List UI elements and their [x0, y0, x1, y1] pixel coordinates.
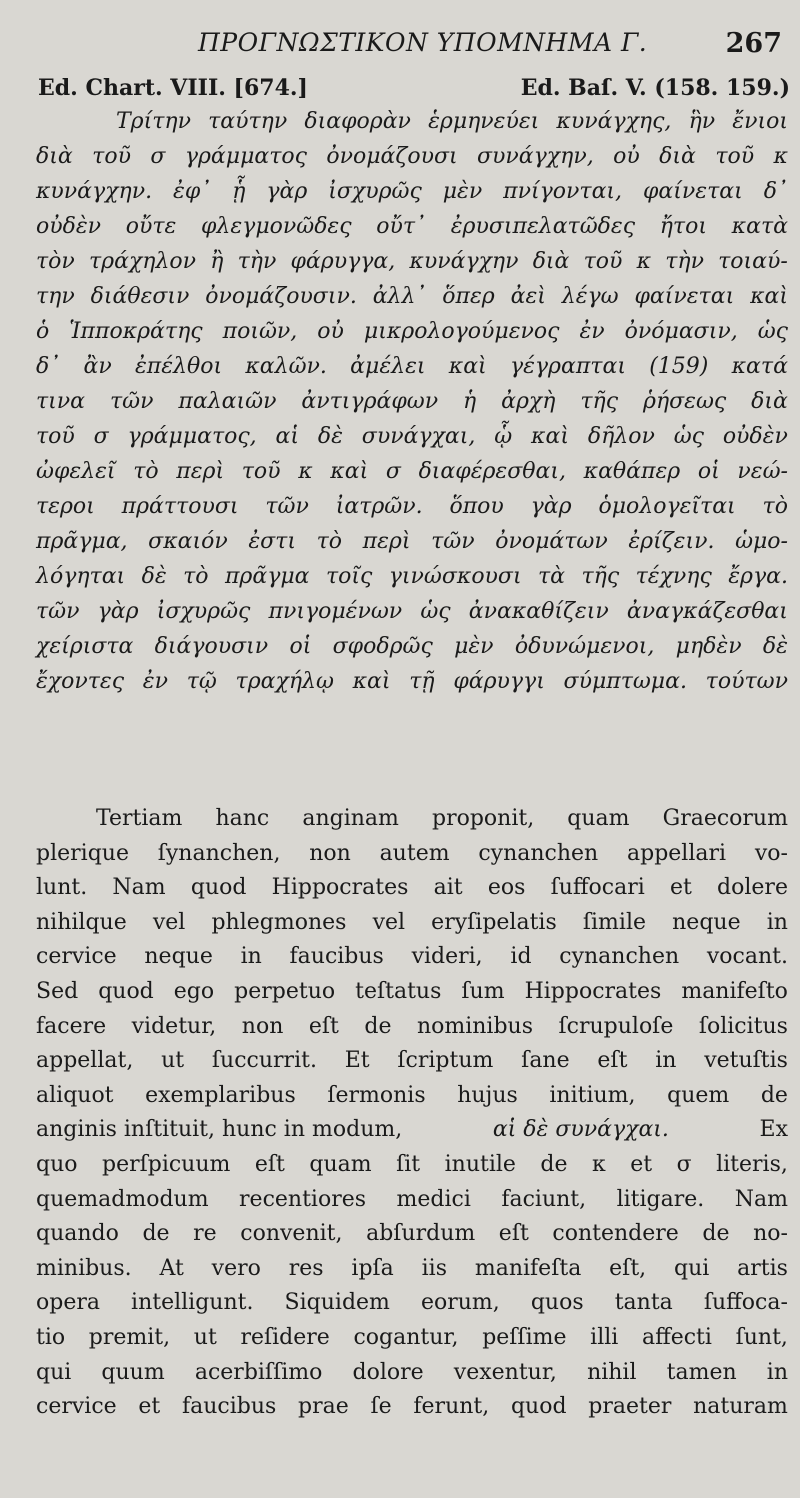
edition-reference-line: [38, 75, 790, 107]
greek-text-line: ἔχοντες ἐν τῷ τραχήλῳ καὶ τῇ φάρυγγι σύμπτωμα. τούτων: [36, 669, 788, 694]
latin-text-line: [36, 1113, 788, 1148]
latin-text-line: aliquot exemplaribus ſermonis hujus initium, quem de: [36, 1082, 788, 1108]
greek-text-line: ὁ Ἱπποκράτης ποιῶν, οὐ μικρολογούμενος ἐν ὀνόμασιν, ὡς: [36, 319, 788, 344]
latin-text-line: qui quum acerbiſſimo dolore vexentur, nihil tamen in: [36, 1359, 788, 1385]
latin-text-line: quo perſpicuum eſt quam ſit inutile de κ et σ literis,: [36, 1151, 788, 1177]
greek-text-line: χείριστα διάγουσιν οἱ σφοδρῶς μὲν ὀδυνώμενοι, μηδὲν δὲ: [36, 634, 788, 659]
greek-quotation: αἱ δὲ συνάγχαι.: [492, 1117, 669, 1143]
greek-text-line: τῶν γὰρ ἰσχυρῶς πνιγομένων ὡς ἀνακαθίζειν ἀναγκάζεσθαι: [36, 599, 788, 624]
greek-text-line: λόγηται δὲ τὸ πρᾶγμα τοῖς γινώσκουσι τὰ τῆς τέχνης ἔργα.: [36, 564, 788, 589]
greek-text-line: την διάθεσιν ὀνομάζουσιν. ἀλλ᾽ ὅπερ ἀεὶ λέγω φαίνεται καὶ: [36, 284, 788, 309]
greek-text-line: διὰ τοῦ σ γράμματος ὀνομάζουσι συνάγχην, οὐ διὰ τοῦ κ: [36, 144, 788, 169]
latin-text-line: lunt. Nam quod Hippocrates ait eos ſuffocari et dolere: [36, 875, 788, 901]
greek-text-line: δ᾽ ἂν ἐπέλθοι καλῶν. ἀμέλει καὶ γέγραπται (159) κατά: [36, 354, 788, 379]
greek-text-line: κυνάγχην. ἐφ᾽ ᾗ γὰρ ἰσχυρῶς μὲν πνίγονται, φαίνεται δ᾽: [36, 179, 788, 204]
page-number: 267: [725, 28, 782, 59]
greek-text-block: [36, 104, 788, 699]
edition-chart-reference: Ed. Chart. VIII. [674.]: [38, 75, 308, 101]
greek-text-line: οὐδὲν οὔτε φλεγμονῶδες οὔτ᾽ ἐρυσιπελατῶδες ἤτοι κατὰ: [36, 214, 788, 239]
greek-text-line: ὠφελεῖ τὸ περὶ τοῦ κ καὶ σ διαφέρεσθαι, καθάπερ οἱ νεώ-: [36, 459, 788, 484]
page-header: [0, 28, 800, 68]
latin-text-line: Sed quod ego perpetuo teſtatus ſum Hippocrates manifeſto: [36, 978, 788, 1004]
greek-text-line: πρᾶγμα, σκαιόν ἐστι τὸ περὶ τῶν ὀνομάτων ἐρίζειν. ὡμο-: [36, 529, 788, 554]
greek-text-line: τὸν τράχηλον ἢ τὴν φάρυγγα, κυνάγχην διὰ τοῦ κ τὴν τοιαύ-: [36, 249, 788, 274]
latin-text-line: cervice neque in faucibus videri, id cynanchen vocant.: [36, 944, 788, 970]
latin-text-line: nihilque vel phlegmones vel eryſipelatis ſimile neque in: [36, 909, 788, 935]
latin-text-block: [36, 802, 788, 1425]
latin-text-line: opera intelligunt. Siquidem eorum, quos tanta ſuffoca-: [36, 1290, 788, 1316]
latin-text-line: quando de re convenit, abſurdum eſt contendere de no-: [36, 1221, 788, 1247]
greek-text-line: Τρίτην ταύτην διαφορὰν ἑρμηνεύει κυνάγχης, ἣν ἔνιοι: [116, 109, 788, 134]
latin-text-line: appellat, ut ſuccurrit. Et ſcriptum ſane eſt in vetuſtis: [36, 1048, 788, 1074]
greek-text-line: τεροι πράττουσι τῶν ἰατρῶν. ὅπου γὰρ ὁμολογεῖται τὸ: [36, 494, 788, 519]
latin-text-line: tio premit, ut reſidere cogantur, peſſime illi affecti ſunt,: [36, 1324, 788, 1350]
latin-text-line: quemadmodum recentiores medici faciunt, litigare. Nam: [36, 1186, 788, 1212]
running-title: ΠΡΟΓΝΩΣΤΙΚΟΝ ΥΠΟΜΝΗΜΑ Γ.: [198, 28, 648, 57]
latin-text-line: Tertiam hanc anginam proponit, quam Graecorum: [96, 806, 788, 831]
greek-text-line: τοῦ σ γράμματος, αἱ δὲ συνάγχαι, ᾧ καὶ δῆλον ὡς οὐδὲν: [36, 424, 788, 449]
latin-text-line: plerique ſynanchen, non autem cynanchen appellari vo-: [36, 840, 788, 866]
latin-line-text: Ex: [759, 1117, 788, 1143]
edition-basel-reference: Ed. Baſ. V. (158. 159.): [520, 75, 790, 101]
latin-text-line: facere videtur, non eſt de nominibus ſcrupuloſe ſolicitus: [36, 1013, 788, 1039]
latin-text-line: cervice et faucibus prae ſe ferunt, quod praeter naturam: [36, 1394, 788, 1420]
latin-text-line: minibus. At vero res ipſa iis manifeſta eſt, qui artis: [36, 1255, 788, 1281]
latin-line-text: anginis inſtituit, hunc in modum,: [36, 1117, 403, 1143]
greek-text-line: τινα τῶν παλαιῶν ἀντιγράφων ἡ ἀρχὴ τῆς ῥήσεως διὰ: [36, 389, 788, 414]
